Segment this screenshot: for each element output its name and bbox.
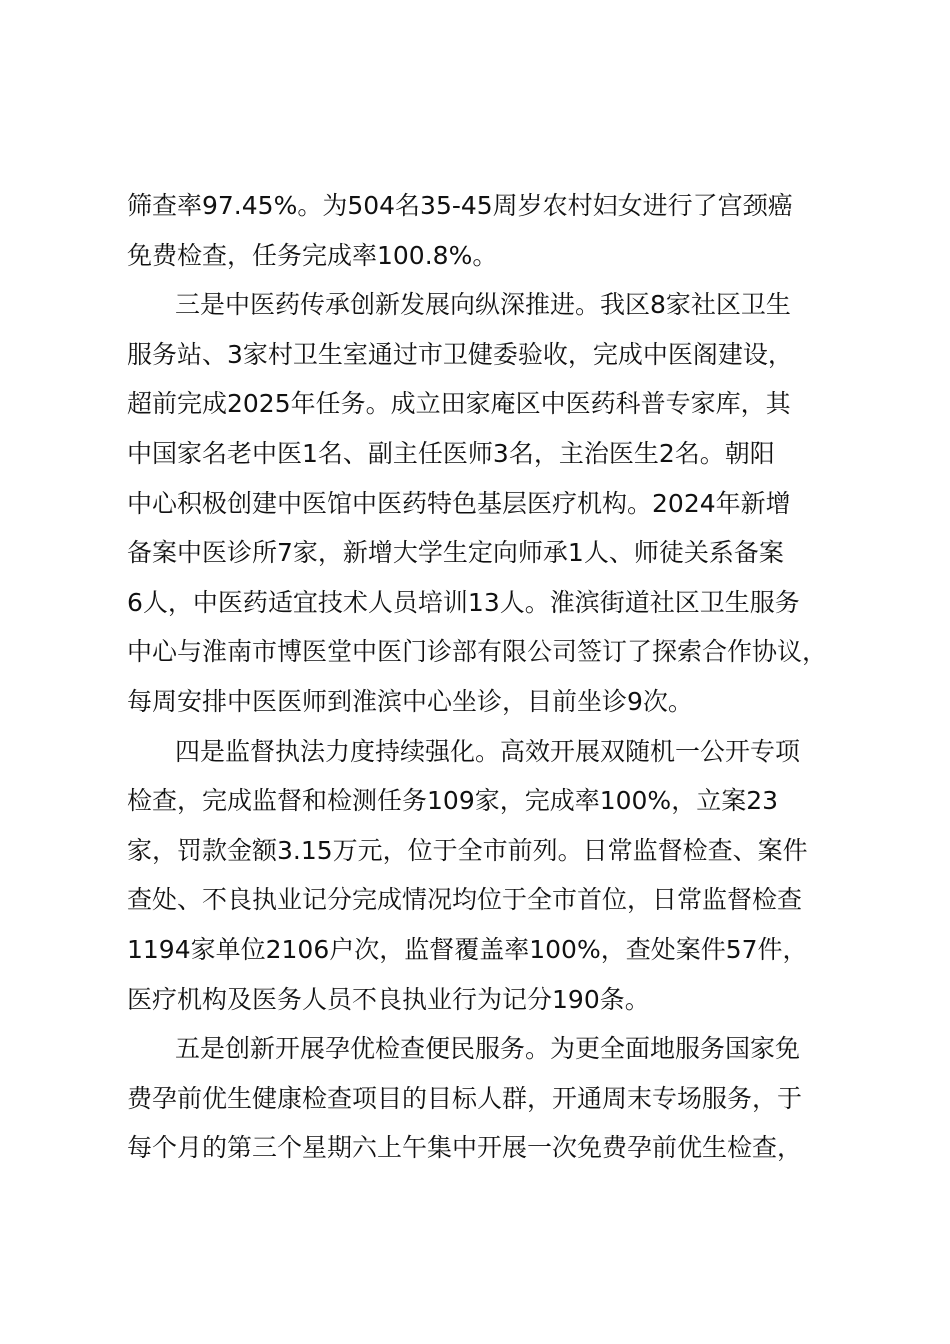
text-line: 备案中医诊所7家，新增大学生定向师承1人、师徒关系备案 [127,538,784,568]
text-line: 检查，完成监督和检测任务109家，完成率100%，立案23 [127,786,779,816]
text-line: 每周安排中医医师到淮滨中心坐诊，目前坐诊9次。 [127,686,693,716]
text-line: 中国家名老中医1名、副主任医师3名，主治医生2名。朝阳 [127,438,775,468]
text-line: 免费检查，任务完成率100.8%。 [127,240,498,270]
text-line: 每个月的第三个星期六上午集中开展一次免费孕前优生检查， [127,1133,803,1163]
text-line: 服务站、3家村卫生室通过市卫健委验收，完成中医阁建设， [127,339,793,369]
paragraph-start-line: 三是中医药传承创新发展向纵深推进。我区8家社区卫生 [175,290,791,320]
text-line: 家，罚款金额3.15万元，位于全市前列。日常监督检查、案件 [127,835,808,865]
text-line: 中心积极创建中医馆中医药特色基层医疗机构。2024年新增 [127,488,791,518]
text-line: 费孕前优生健康检查项目的目标人群，开通周末专场服务，于 [127,1083,803,1113]
body-text [127,181,855,1173]
text-line: 超前完成2025年任务。成立田家庵区中医药科普专家库，其 [127,389,791,419]
paragraph-start-line: 四是监督执法力度持续强化。高效开展双随机一公开专项 [175,736,801,766]
text-line: 筛查率97.45%。为504名35-45周岁农村妇女进行了宫颈癌 [127,191,793,220]
paragraph-start-line: 五是创新开展孕优检查便民服务。为更全面地服务国家免 [175,1034,801,1064]
text-line: 1194家单位2106户次，监督覆盖率100%，查处案件57件， [127,934,808,964]
text-line: 中心与淮南市博医堂中医门诊部有限公司签订了探索合作协议， [127,637,828,667]
text-line: 医疗机构及医务人员不良执业行为记分190条。 [127,984,650,1014]
text-line: 6人，中医药适宜技术人员培训13人。淮滨街道社区卫生服务 [127,587,800,617]
text-line: 查处、不良执业记分完成情况均位于全市首位，日常监督检查 [127,885,803,915]
